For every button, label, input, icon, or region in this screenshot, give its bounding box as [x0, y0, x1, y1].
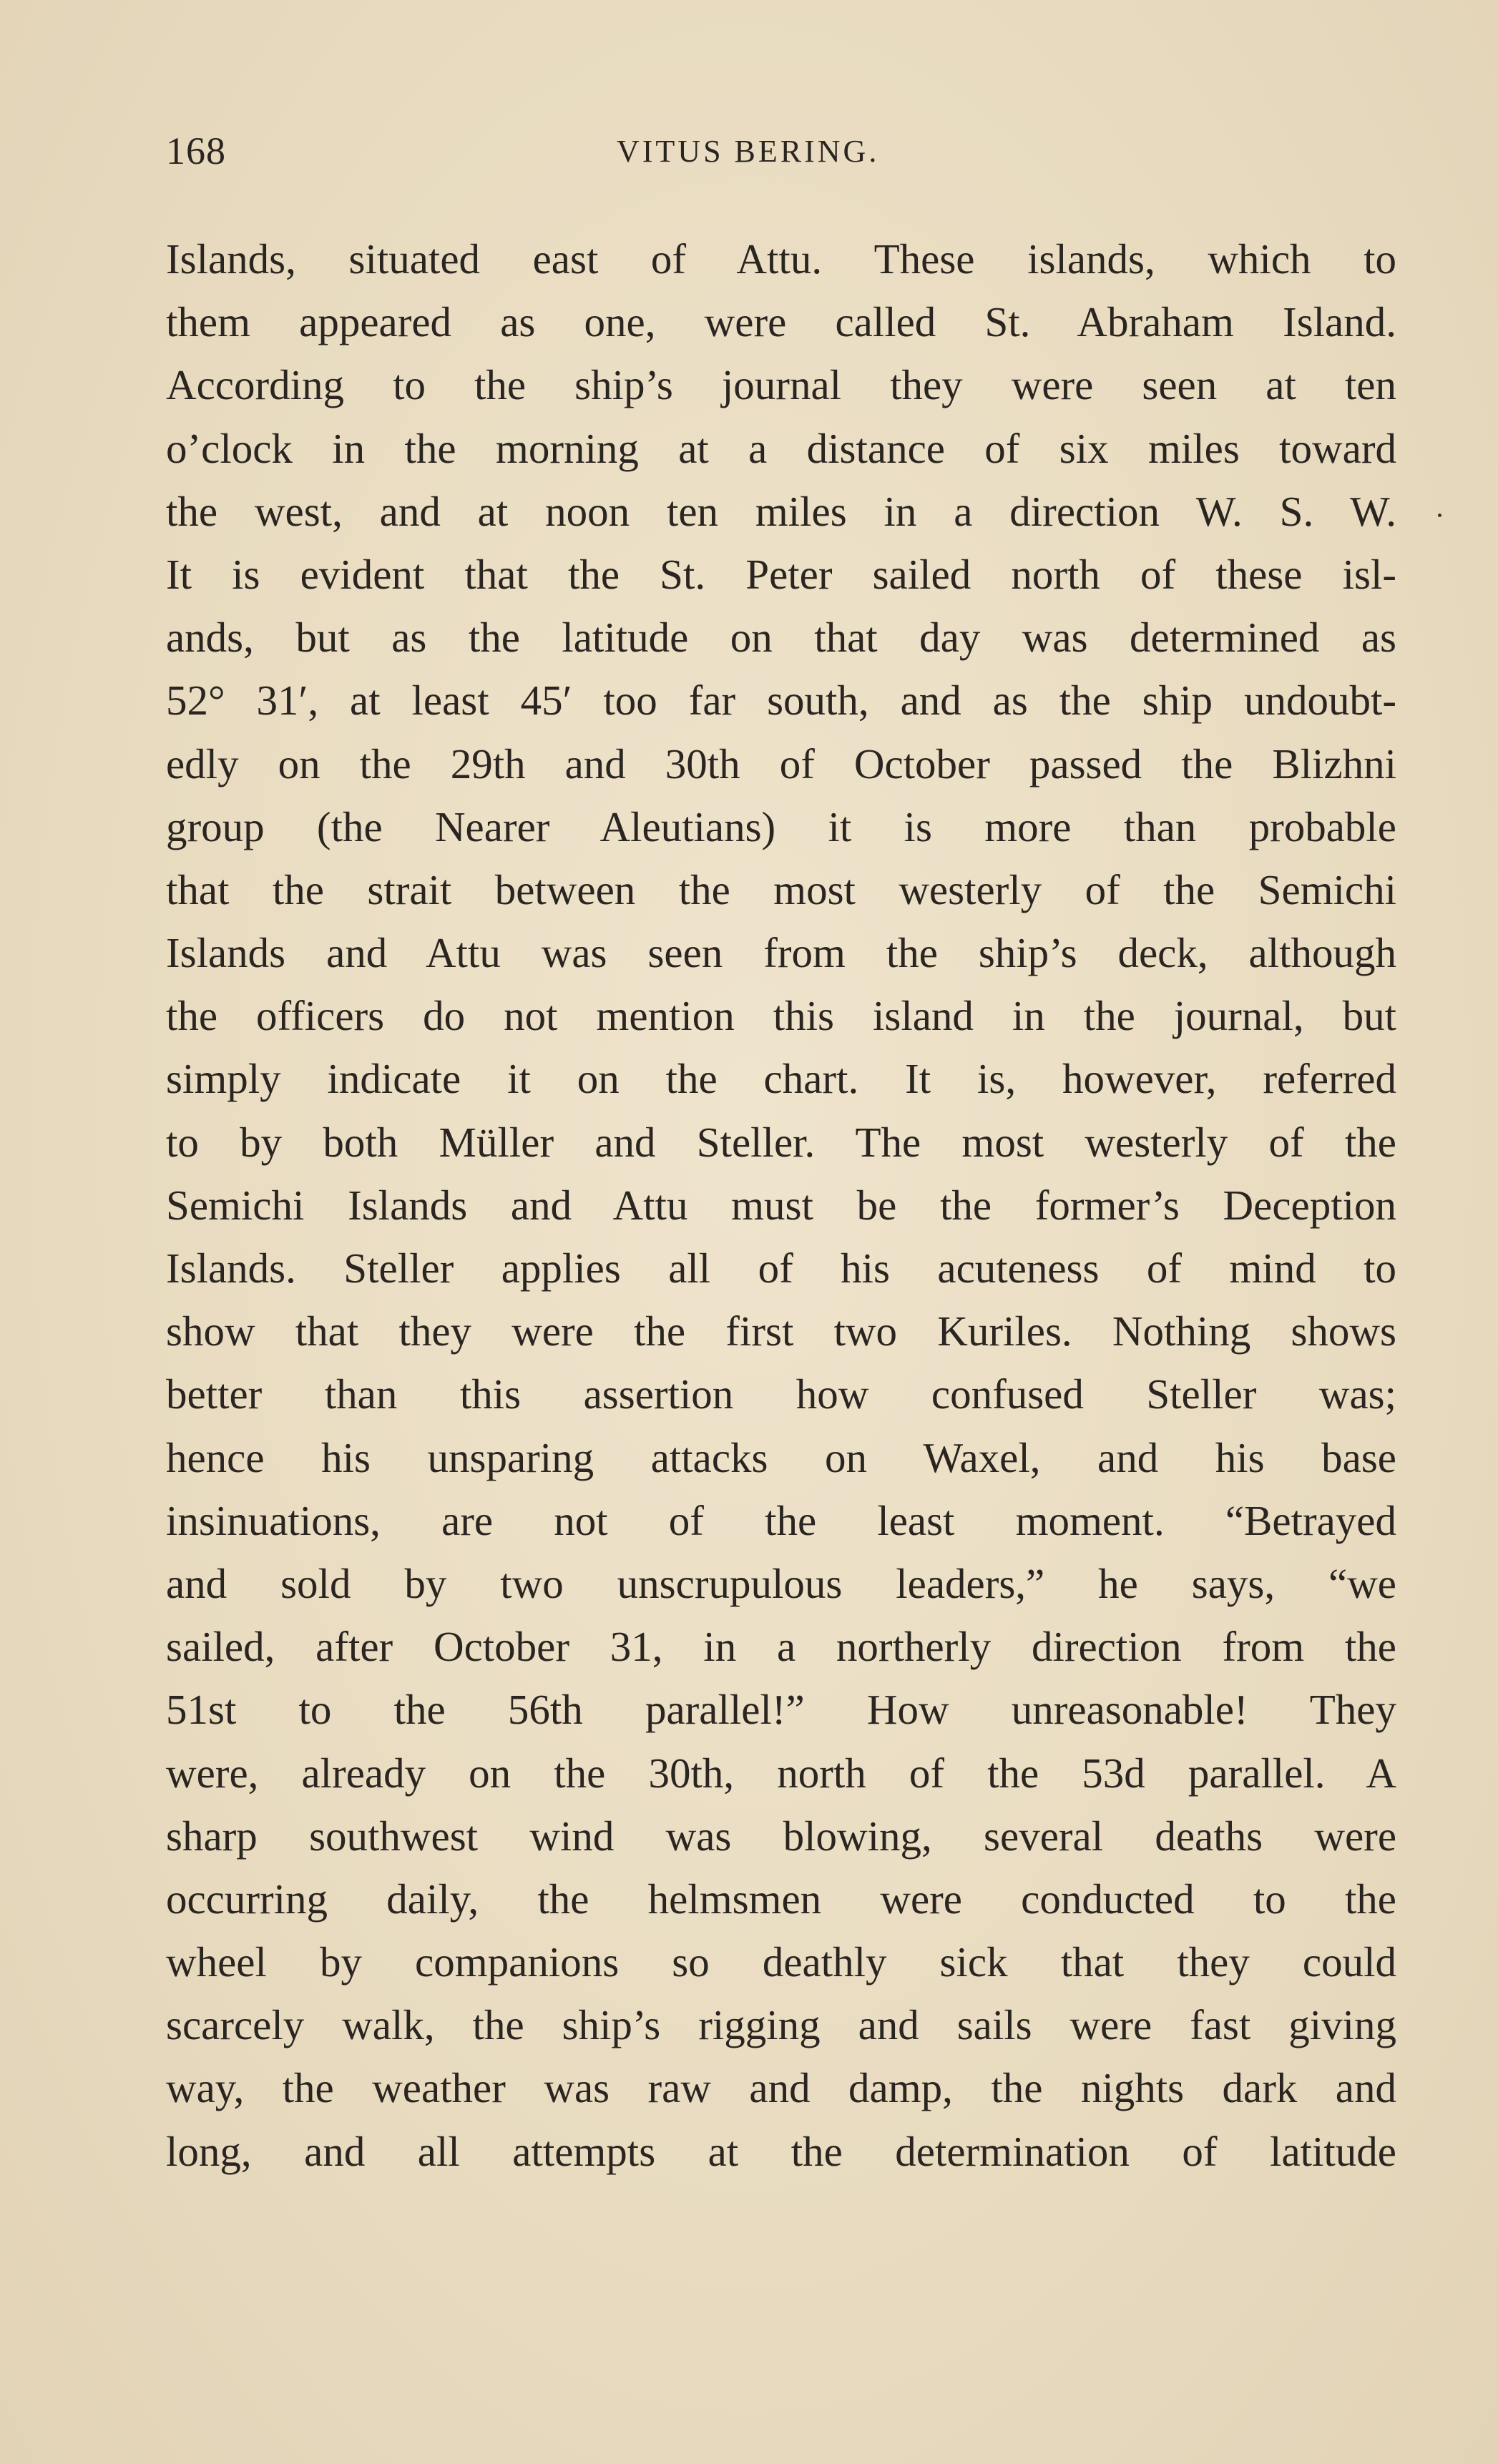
- text-line: According to the ship’s journal they were seen at ten: [166, 361, 1396, 409]
- text-line: 51st to the 56th parallel!” How unreasonable! They: [166, 1686, 1396, 1734]
- text-line: It is evident that the St. Peter sailed north of these isl-: [166, 550, 1396, 598]
- text-line: the officers do not mention this island in the journal, but: [166, 992, 1396, 1040]
- text-line: sailed, after October 31, in a northerly direction from the: [166, 1623, 1396, 1671]
- text-line: better than this assertion how confused Steller was;: [166, 1370, 1396, 1418]
- running-title: VITUS BERING.: [617, 134, 880, 169]
- text-line: hence his unsparing attacks on Waxel, and his base: [166, 1433, 1396, 1481]
- text-line: simply indicate it on the chart. It is, however, referred: [166, 1055, 1396, 1103]
- text-line: to by both Müller and Steller. The most westerly of the: [166, 1118, 1396, 1166]
- body-text: [166, 227, 1396, 2183]
- text-line: way, the weather was raw and damp, the nights dark and: [166, 2064, 1396, 2112]
- text-line: Semichi Islands and Attu must be the former’s Deception: [166, 1181, 1396, 1229]
- text-line: occurring daily, the helmsmen were conducted to the: [166, 1875, 1396, 1923]
- running-head: [166, 129, 1396, 179]
- text-line: the west, and at noon ten miles in a direction W. S. W.: [166, 487, 1396, 535]
- text-line: group (the Nearer Aleutians) it is more than probable: [166, 802, 1396, 850]
- ink-speck: [1438, 514, 1441, 517]
- text-line: 52° 31′, at least 45′ too far south, and as the ship undoubt-: [166, 677, 1396, 725]
- text-line: wheel by companions so deathly sick that they could: [166, 1938, 1396, 1986]
- text-line: and sold by two unscrupulous leaders,” he says, “we: [166, 1559, 1396, 1607]
- text-line: Islands, situated east of Attu. These islands, which to: [166, 235, 1396, 283]
- text-line: that the strait between the most westerly of the Semichi: [166, 865, 1396, 913]
- text-line: o’clock in the morning at a distance of six miles toward: [166, 424, 1396, 472]
- page-number: 168: [166, 129, 226, 172]
- text-line: them appeared as one, were called St. Abraham Island.: [166, 298, 1396, 346]
- text-line: Islands. Steller applies all of his acuteness of mind to: [166, 1245, 1396, 1292]
- text-line: ands, but as the latitude on that day was determined as: [166, 614, 1396, 662]
- text-line: were, already on the 30th, north of the 53d parallel. A: [166, 1749, 1396, 1797]
- text-line: sharp southwest wind was blowing, several deaths were: [166, 1812, 1396, 1860]
- text-line: long, and all attempts at the determination of latitude: [166, 2127, 1396, 2175]
- text-line: insinuations, are not of the least moment. “Betrayed: [166, 1496, 1396, 1544]
- text-line: Islands and Attu was seen from the ship’s deck, although: [166, 929, 1396, 977]
- text-line: edly on the 29th and 30th of October passed the Blizhni: [166, 740, 1396, 787]
- text-line: show that they were the first two Kuriles. Nothing shows: [166, 1307, 1396, 1355]
- text-line: scarcely walk, the ship’s rigging and sails were fast giving: [166, 2001, 1396, 2049]
